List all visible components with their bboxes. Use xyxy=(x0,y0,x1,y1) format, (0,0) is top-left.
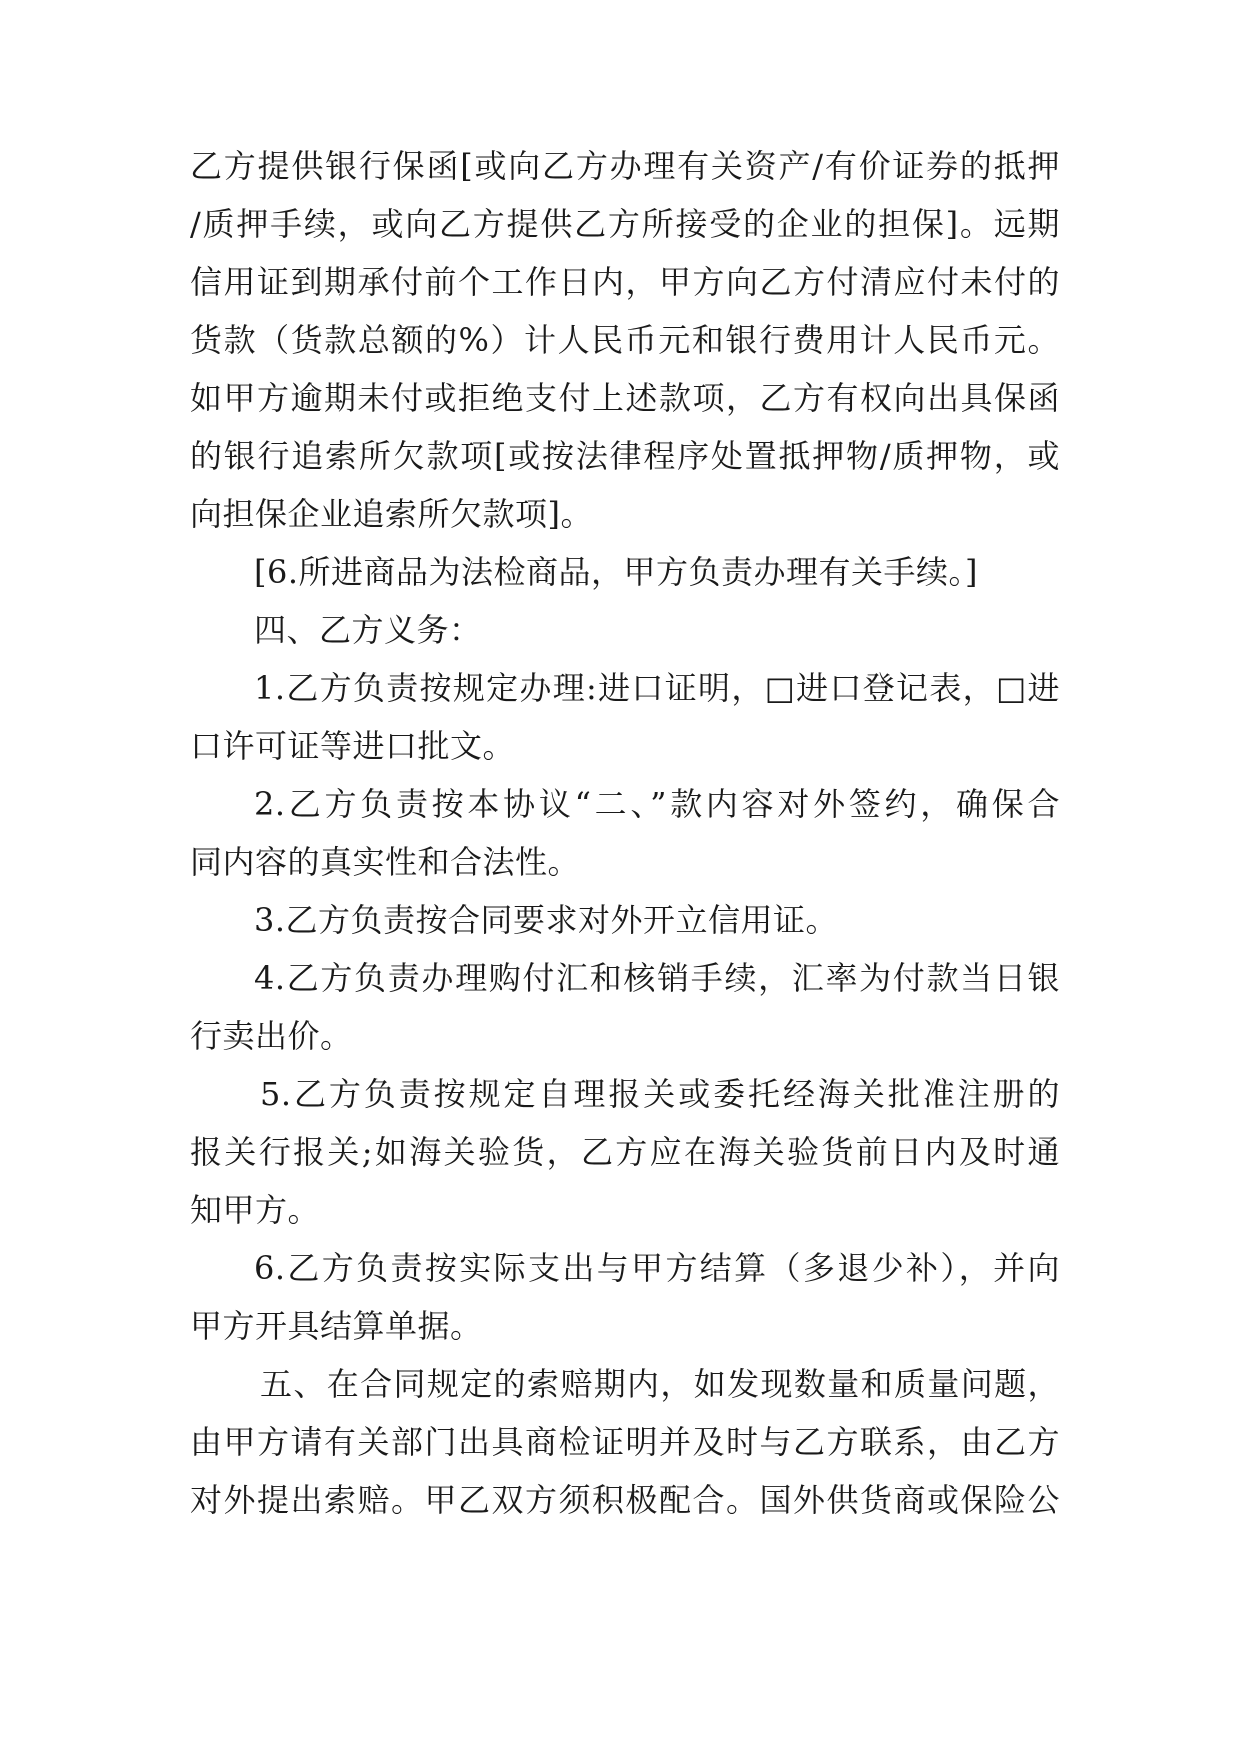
text-line: 知甲方。 xyxy=(190,1191,321,1229)
text-line: 5.乙方负责按规定自理报关或委托经海关批准注册的 xyxy=(260,1075,1060,1113)
text-line: 报关行报关;如海关验货，乙方应在海关验货前日内及时通 xyxy=(190,1133,1060,1171)
text-line: 向担保企业追索所欠款项]。 xyxy=(190,495,593,533)
text-line: 对外提出索赔。甲乙双方须积极配合。国外供货商或保险公 xyxy=(190,1481,1060,1519)
text-line: 乙方提供银行保函[或向乙方办理有关资产/有价证券的抵押 xyxy=(190,147,1060,185)
text-line: 如甲方逾期未付或拒绝支付上述款项，乙方有权向出具保函 xyxy=(190,379,1060,417)
text-line: 行卖出价。 xyxy=(190,1017,353,1055)
text-line: /质押手续，或向乙方提供乙方所接受的企业的担保]。远期 xyxy=(190,205,1060,243)
text-line: 口许可证等进口批文。 xyxy=(190,727,516,765)
text-line: 4.乙方负责办理购付汇和核销手续，汇率为付款当日银 xyxy=(254,959,1060,997)
section-heading: 四、乙方义务： xyxy=(254,611,482,649)
text-line: 同内容的真实性和合法性。 xyxy=(190,843,581,881)
text-line: 6.乙方负责按实际支出与甲方结算（多退少补），并向 xyxy=(254,1249,1060,1287)
text-line: 2.乙方负责按本协议“二、”款内容对外签约，确保合 xyxy=(254,785,1060,823)
text-line: 信用证到期承付前个工作日内，甲方向乙方付清应付未付的 xyxy=(190,263,1060,301)
text-line: 由甲方请有关部门出具商检证明并及时与乙方联系，由乙方 xyxy=(190,1423,1060,1461)
text-line: 货款（货款总额的%）计人民币元和银行费用计人民币元。 xyxy=(190,321,1060,359)
section-heading: 五、在合同规定的索赔期内，如发现数量和质量问题， xyxy=(260,1365,1060,1403)
text-line: 的银行追索所欠款项[或按法律程序处置抵押物/质押物，或 xyxy=(190,437,1060,475)
text-line: [6.所进商品为法检商品，甲方负责办理有关手续。] xyxy=(254,553,979,591)
text-line: 3.乙方负责按合同要求对外开立信用证。 xyxy=(254,901,839,939)
text-line: 1.乙方负责按规定办理:进口证明，□进口登记表，□进 xyxy=(254,669,1060,707)
text-line: 甲方开具结算单据。 xyxy=(190,1307,483,1345)
